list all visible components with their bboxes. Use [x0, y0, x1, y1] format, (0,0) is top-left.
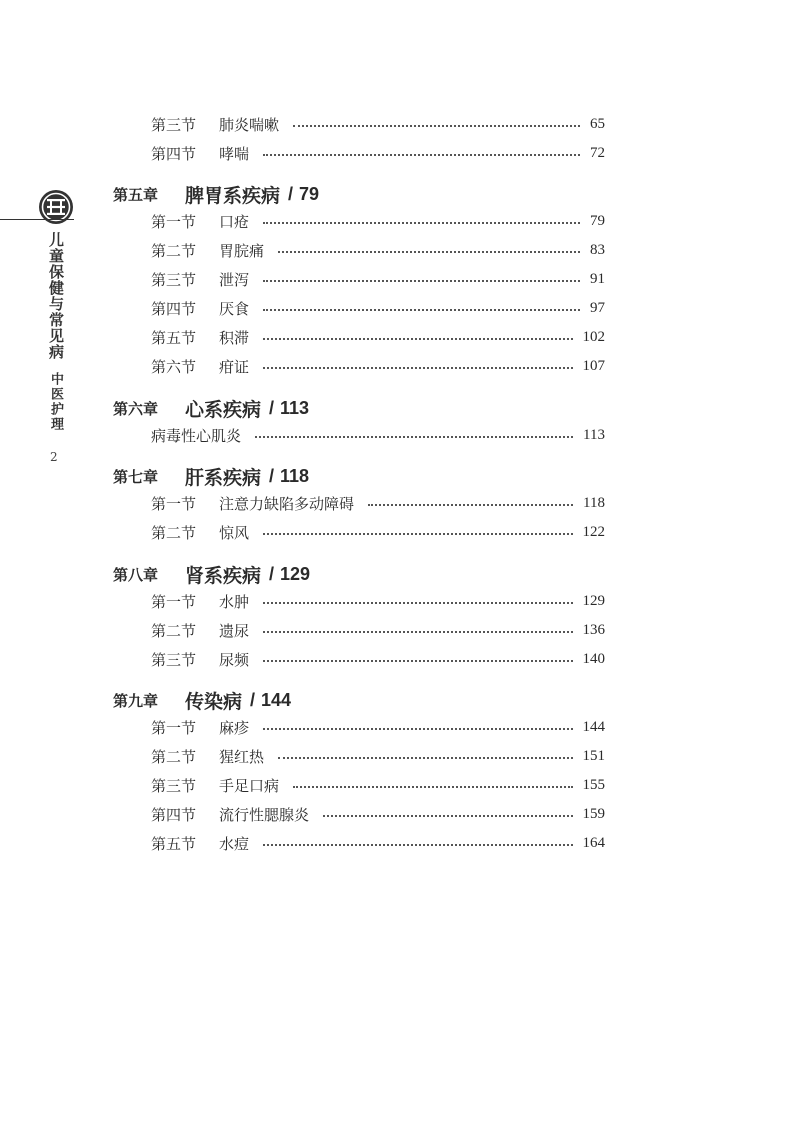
- section-number: 第四节: [151, 144, 197, 163]
- chapter-separator: /: [269, 397, 275, 418]
- section-title: 水痘: [219, 834, 250, 853]
- page-number: 2: [50, 450, 58, 464]
- toc-entry[interactable]: [151, 830, 605, 856]
- chapter-separator: /: [269, 465, 275, 486]
- section-number: 第二节: [151, 621, 197, 640]
- toc-entry[interactable]: [151, 588, 605, 614]
- section-number: 第五节: [151, 834, 197, 853]
- toc-entry[interactable]: [151, 490, 605, 516]
- page-ref: 159: [582, 805, 605, 822]
- section-title: 流行性腮腺炎: [219, 805, 310, 824]
- dot-leader: [263, 222, 580, 224]
- dot-leader: [263, 309, 580, 311]
- page-ref: 72: [590, 144, 605, 161]
- section-title: 麻疹: [219, 718, 250, 737]
- chapter-number: 第九章: [113, 691, 159, 710]
- section-title: 猩红热: [219, 747, 265, 766]
- dot-leader: [368, 504, 573, 506]
- page-ref: 144: [582, 718, 605, 735]
- page-ref: 113: [583, 426, 605, 443]
- chapter-number: 第七章: [113, 467, 159, 486]
- toc-entry[interactable]: [151, 111, 605, 137]
- chapter-number: 第五章: [113, 185, 159, 204]
- section-number: 第一节: [151, 212, 197, 231]
- section-title: 胃脘痛: [219, 241, 265, 260]
- page-ref: 107: [582, 357, 605, 374]
- dot-leader: [263, 154, 580, 156]
- shou-longevity-emblem-icon: [36, 187, 76, 227]
- section-number: 第一节: [151, 494, 197, 513]
- chapter-page: 144: [261, 689, 292, 710]
- section-title: 肺炎喘嗽: [219, 115, 280, 134]
- dot-leader: [263, 533, 572, 535]
- toc-entry[interactable]: [151, 237, 605, 263]
- chapter-title: 传染病: [185, 690, 243, 713]
- section-number: 第二节: [151, 523, 197, 542]
- section-number: 第二节: [151, 241, 197, 260]
- section-title: 疳证: [219, 357, 250, 376]
- section-title: 口疮: [219, 212, 250, 231]
- page-ref: 65: [590, 115, 605, 132]
- toc-entry[interactable]: [151, 208, 605, 234]
- section-number: 第三节: [151, 650, 197, 669]
- chapter-number: 第六章: [113, 399, 159, 418]
- toc-entry[interactable]: [151, 772, 605, 798]
- dot-leader: [263, 602, 572, 604]
- section-number: 第一节: [151, 718, 197, 737]
- chapter-page: 113: [280, 397, 310, 418]
- toc-entry[interactable]: [151, 295, 605, 321]
- section-number: 第三节: [151, 270, 197, 289]
- page-ref: 102: [582, 328, 605, 345]
- section-title: 水肿: [219, 592, 250, 611]
- page-ref: 118: [583, 494, 605, 511]
- section-number: 第六节: [151, 357, 197, 376]
- section-title: 尿频: [219, 650, 250, 669]
- chapter-title: 脾胃系疾病: [185, 184, 281, 207]
- page-ref: 129: [582, 592, 605, 609]
- dot-leader: [263, 280, 580, 282]
- section-title: 泄泻: [219, 270, 250, 289]
- section-title: 惊风: [219, 523, 250, 542]
- dot-leader: [278, 251, 580, 253]
- dot-leader: [293, 786, 572, 788]
- dot-leader: [293, 125, 580, 127]
- chapter-heading[interactable]: [113, 179, 319, 209]
- dot-leader: [278, 757, 572, 759]
- toc-entry[interactable]: [151, 714, 605, 740]
- page-ref: 83: [590, 241, 605, 258]
- chapter-heading[interactable]: [113, 461, 309, 491]
- section-title: 哮喘: [219, 144, 250, 163]
- page-ref: 164: [582, 834, 605, 851]
- section-number: 第四节: [151, 299, 197, 318]
- section-number: 第三节: [151, 115, 197, 134]
- chapter-separator: /: [269, 563, 275, 584]
- toc-entry[interactable]: [151, 519, 605, 545]
- section-title: 手足口病: [219, 776, 280, 795]
- chapter-title: 心系疾病: [185, 398, 262, 421]
- toc-entry[interactable]: [151, 324, 605, 350]
- toc-entry[interactable]: [151, 646, 605, 672]
- section-title: 厌食: [219, 299, 250, 318]
- section-number: 第三节: [151, 776, 197, 795]
- chapter-page: 129: [280, 563, 311, 584]
- section-title: 积滞: [219, 328, 250, 347]
- toc-entry[interactable]: [151, 743, 605, 769]
- toc-entry[interactable]: [151, 266, 605, 292]
- chapter-separator: /: [288, 183, 294, 204]
- page-ref: 151: [582, 747, 605, 764]
- toc-entry[interactable]: [151, 801, 605, 827]
- side-divider-line: [0, 219, 74, 220]
- book-title-vertical: 儿童保健与常见病: [47, 232, 65, 360]
- section-title: 遗尿: [219, 621, 250, 640]
- dot-leader: [255, 436, 573, 438]
- toc-entry[interactable]: [151, 422, 605, 448]
- page-ref: 91: [590, 270, 605, 287]
- dot-leader: [263, 660, 572, 662]
- page-ref: 79: [590, 212, 605, 229]
- page-ref: 136: [582, 621, 605, 638]
- book-subtitle-vertical: 中医护理: [48, 372, 63, 432]
- section-number: 第一节: [151, 592, 197, 611]
- toc-entry[interactable]: [151, 617, 605, 643]
- dot-leader: [263, 367, 572, 369]
- chapter-title: 肝系疾病: [185, 466, 262, 489]
- chapter-heading[interactable]: [113, 685, 291, 715]
- page-ref: 122: [582, 523, 605, 540]
- chapter-separator: /: [250, 689, 256, 710]
- section-title: 病毒性心肌炎: [151, 426, 242, 445]
- dot-leader: [263, 631, 572, 633]
- section-number: 第二节: [151, 747, 197, 766]
- section-title: 注意力缺陷多动障碍: [219, 494, 355, 513]
- toc-entry[interactable]: [151, 353, 605, 379]
- section-number: 第五节: [151, 328, 197, 347]
- toc-entry[interactable]: [151, 140, 605, 166]
- dot-leader: [263, 844, 572, 846]
- section-number: 第四节: [151, 805, 197, 824]
- dot-leader: [263, 338, 572, 340]
- dot-leader: [263, 728, 572, 730]
- chapter-number: 第八章: [113, 565, 159, 584]
- chapter-title: 肾系疾病: [185, 564, 262, 587]
- side-strip: [0, 0, 80, 520]
- dot-leader: [323, 815, 572, 817]
- page-ref: 155: [582, 776, 605, 793]
- page-ref: 97: [590, 299, 605, 316]
- chapter-page: 79: [299, 183, 320, 204]
- chapter-page: 118: [280, 465, 310, 486]
- chapter-heading[interactable]: [113, 393, 309, 423]
- page-ref: 140: [582, 650, 605, 667]
- chapter-heading[interactable]: [113, 559, 310, 589]
